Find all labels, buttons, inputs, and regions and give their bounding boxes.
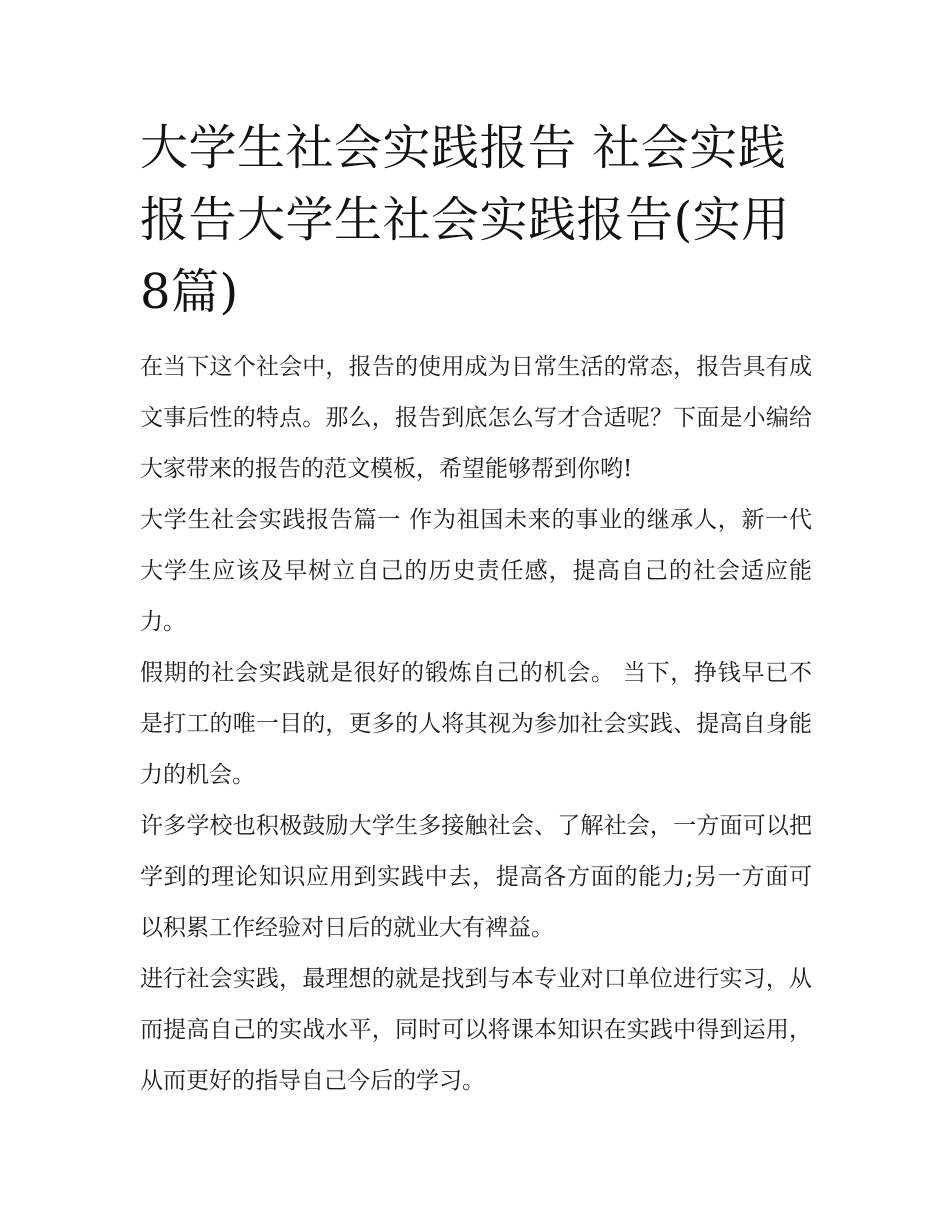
paragraph-intro: 在当下这个社会中，报告的使用成为日常生活的常态，报告具有成文事后性的特点。那么，报告到底怎么写才合适呢？下面是小编给大家带来的报告的范文模板，希望能够帮到你哟!	[140, 354, 812, 482]
paragraph-3: 许多学校也积极鼓励大学生多接触社会、了解社会，一方面可以把学到的理论知识应用到实践中去，提高各方面的能力;另一方面可以积累工作经验对日后的就业大有裨益。	[140, 813, 812, 941]
paragraph-2: 假期的社会实践就是很好的锻炼自己的机会。 当下，挣钱早已不是打工的唯一目的，更多的人将其视为参加社会实践、提高自身能力的机会。	[140, 660, 812, 788]
document-page	[140, 112, 812, 1107]
paragraph-1: 大学生社会实践报告篇一 作为祖国未来的事业的继承人，新一代大学生应该及早树立自己的历史责任感，提高自己的社会适应能力。	[140, 507, 812, 635]
paragraph-4: 进行社会实践，最理想的就是找到与本专业对口单位进行实习，从而提高自己的实战水平，同时可以将课本知识在实践中得到运用，从而更好的指导自己今后的学习。	[140, 966, 812, 1094]
document-title: 大学生社会实践报告 社会实践报告大学生社会实践报告(实用8篇)	[140, 120, 790, 320]
